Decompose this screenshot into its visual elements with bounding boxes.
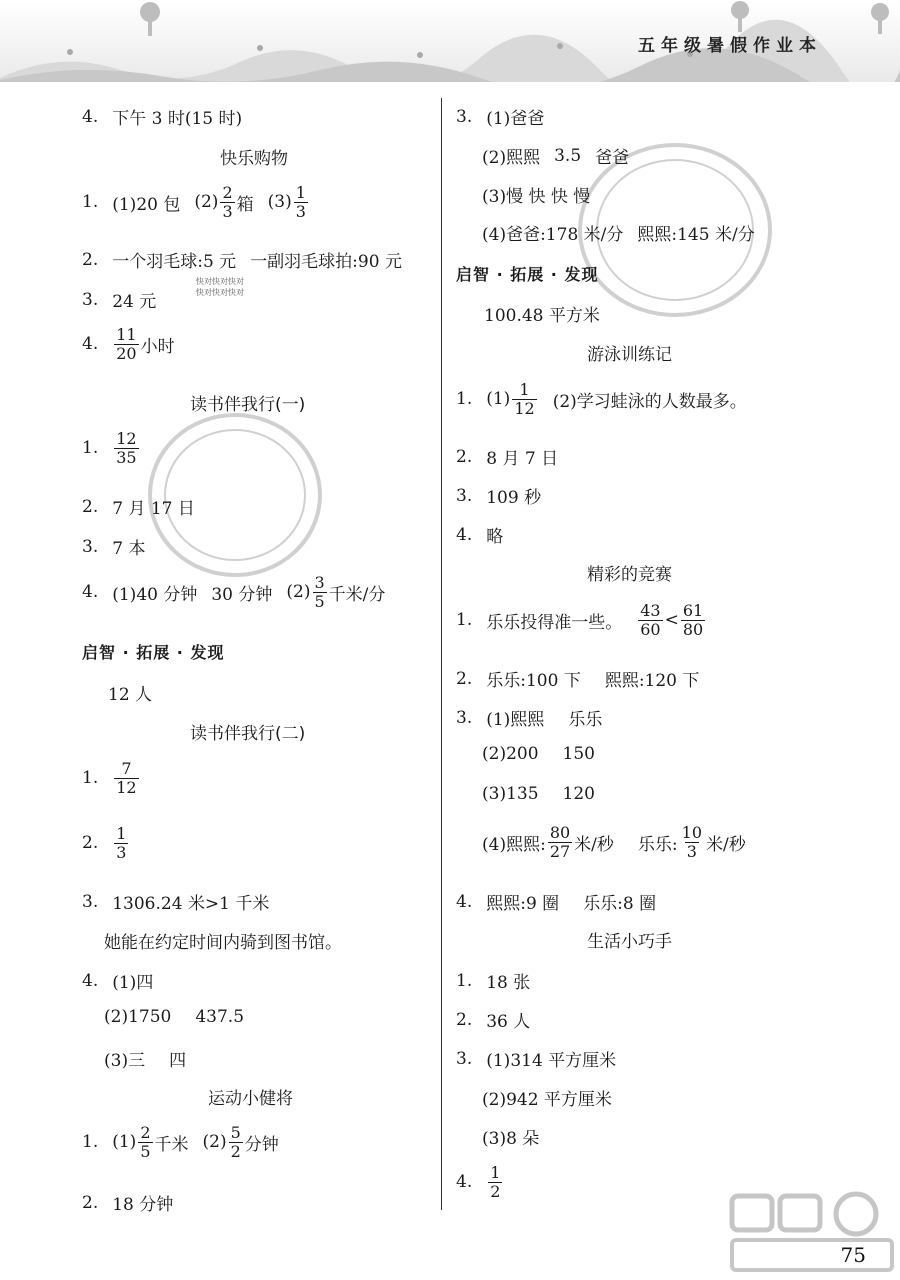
- answer-line: 4. (1)四: [82, 970, 154, 993]
- fraction: $\frac{11}{20}$: [116, 325, 137, 363]
- fraction: $\frac{10}{3}$: [681, 823, 702, 861]
- answer-line: 她能在约定时间内骑到图书馆。: [104, 933, 342, 953]
- answer-line: 1. 乐乐投得准一些。 $\frac{43}{60}$ < $\frac{61}{80}$: [456, 601, 704, 639]
- answer-line: 3. 7 本: [82, 536, 146, 559]
- answer-line: 1. $\frac{7}{12}$: [82, 759, 137, 797]
- fraction: $\frac{2}{5}$: [140, 1123, 151, 1161]
- answer-line: (2)942 平方厘米: [482, 1090, 612, 1110]
- section-heading-bold: 启智 · 拓展 · 发现: [82, 643, 225, 662]
- section-heading: 快乐购物: [220, 149, 288, 169]
- answer-line: (2)1750 437.5: [104, 1007, 245, 1027]
- section-heading: 读书伴我行(一): [190, 395, 306, 415]
- answer-line: 3. 24 元: [82, 289, 157, 312]
- fraction: $\frac{12}{35}$: [116, 429, 137, 467]
- answer-line: 2. 36 人: [456, 1009, 531, 1032]
- answer-line: 3. 109 秒: [456, 485, 542, 508]
- answer-line: (3)慢 快 快 慢: [482, 187, 591, 207]
- fraction: $\frac{1}{3}$: [295, 183, 306, 221]
- fraction: $\frac{1}{12}$: [514, 380, 535, 418]
- answer-line: 4. $\frac{11}{20}$ 小时: [82, 325, 175, 363]
- fraction: $\frac{7}{12}$: [116, 759, 137, 797]
- stamp-text: 快对快对快对 快对快对快对: [196, 277, 244, 297]
- answer-line: 2. 8 月 7 日: [456, 446, 559, 469]
- fraction: $\frac{1}{2}$: [490, 1163, 501, 1201]
- answer-line: 2. 一个羽毛球:5 元 一副羽毛球拍:90 元: [82, 249, 402, 272]
- answer-line: 12 人: [108, 685, 153, 705]
- answer-line: (4)爸爸:178 米/分 熙熙:145 米/分: [482, 225, 755, 245]
- section-heading: 游泳训练记: [587, 345, 672, 365]
- book-title: 五年级暑假作业本: [638, 36, 822, 56]
- answer-line: 4. $\frac{1}{2}$: [456, 1163, 501, 1201]
- answer-line: 4. 下午 3 时(15 时): [82, 106, 243, 129]
- fraction: $\frac{5}{2}$: [230, 1123, 241, 1161]
- answer-line: 1. $\frac{12}{35}$: [82, 429, 137, 467]
- fraction: $\frac{80}{27}$: [549, 823, 571, 861]
- answer-line: 1. 18 张: [456, 970, 531, 993]
- section-heading-bold: 启智 · 拓展 · 发现: [456, 265, 599, 284]
- answer-line: 3. (1)熙熙 乐乐: [456, 707, 603, 730]
- answer-line: 1. (1)20 包 (2) $\frac{2}{3}$ 箱 (3) $\frac{1}{3}$: [82, 183, 306, 221]
- fraction: $\frac{61}{80}$: [682, 601, 704, 639]
- answer-line: 1. (1) $\frac{1}{12}$ (2)学习蛙泳的人数最多。: [456, 380, 747, 418]
- fraction: $\frac{1}{3}$: [116, 824, 127, 862]
- answer-line: 4. 熙熙:9 圈 乐乐:8 圈: [456, 891, 657, 914]
- answer-line: 100.48 平方米: [484, 306, 600, 326]
- section-heading: 生活小巧手: [587, 932, 672, 952]
- watermark-logo-icon: [728, 1190, 896, 1276]
- answer-line: 2. $\frac{1}{3}$: [82, 824, 127, 862]
- fraction: $\frac{3}{5}$: [314, 573, 325, 611]
- answer-line: (3)135 120: [482, 784, 595, 804]
- column-divider: [441, 98, 442, 1210]
- section-heading: 运动小健将: [208, 1089, 293, 1109]
- section-heading: 精彩的竞赛: [587, 565, 672, 585]
- answer-line: 3. (1)爸爸: [456, 106, 545, 129]
- answer-line: (3)8 朵: [482, 1129, 540, 1149]
- answer-line: 2. 乐乐:100 下 熙熙:120 下: [456, 668, 700, 691]
- answer-line: 2. 7 月 17 日: [82, 496, 195, 519]
- fraction: $\frac{43}{60}$: [640, 601, 661, 639]
- answer-line: 2. 18 分钟: [82, 1192, 174, 1215]
- answer-line: (4)熙熙: $\frac{80}{27}$ 米/秒 乐乐: $\frac{10}{3}$ 米/秒: [482, 823, 746, 861]
- answer-line: 3. 1306.24 米>1 千米: [82, 891, 270, 914]
- answer-line: 1. (1) $\frac{2}{5}$ 千米 (2) $\frac{5}{2}$ 分钟: [82, 1123, 279, 1161]
- page-number: 75: [840, 1243, 866, 1267]
- fraction: $\frac{2}{3}$: [222, 183, 233, 221]
- answer-line: 4. 略: [456, 524, 504, 547]
- answer-line: (2)200 150: [482, 744, 595, 764]
- section-heading: 读书伴我行(二): [190, 724, 306, 744]
- answer-line: (2)熙熙 3.5 爸爸: [482, 145, 630, 168]
- answer-line: 4. (1)40 分钟 30 分钟 (2) $\frac{3}{5}$ 千米/分: [82, 573, 386, 611]
- header-banner: [0, 0, 900, 82]
- answer-line: (3)三 四: [104, 1051, 187, 1071]
- answer-line: 3. (1)314 平方厘米: [456, 1048, 617, 1071]
